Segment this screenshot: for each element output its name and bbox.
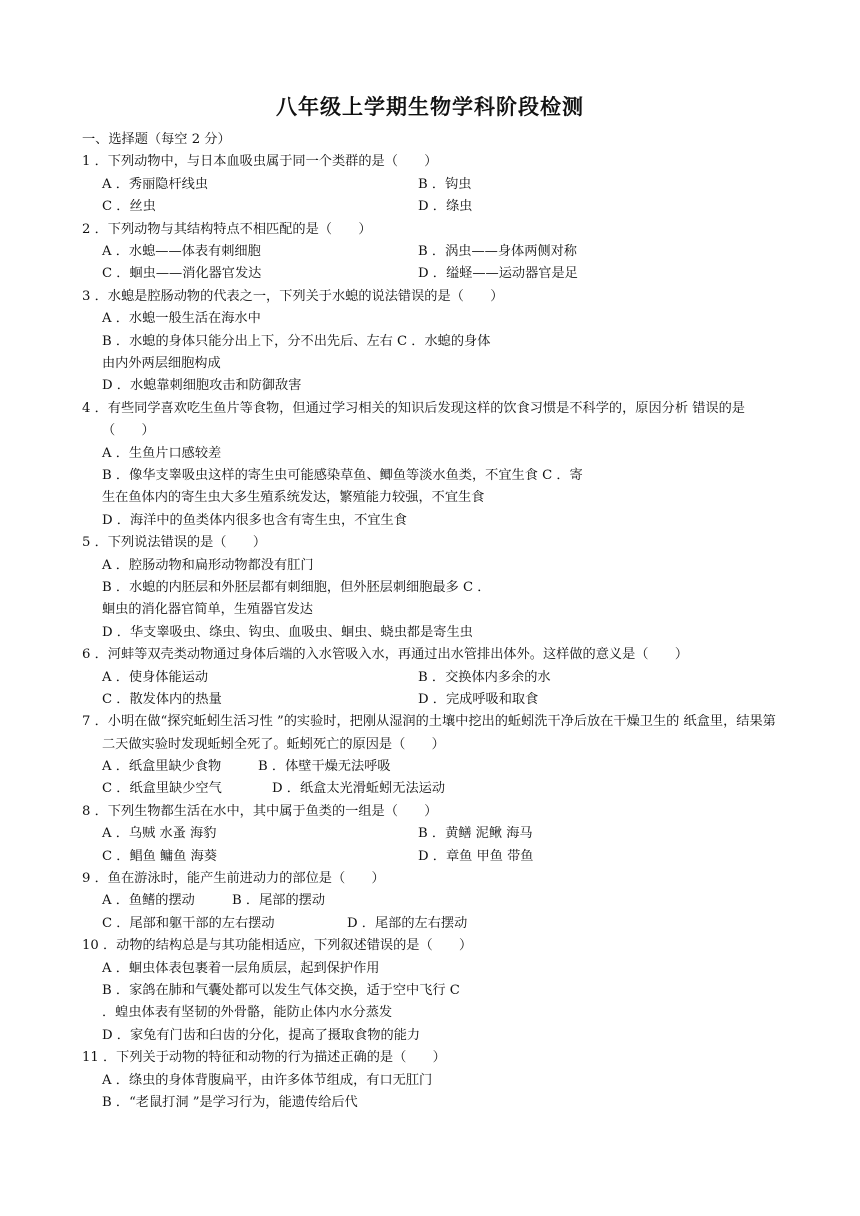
option-b: B ．黄鳝 泥鳅 海马 bbox=[418, 826, 533, 842]
option-bc: B ．像华支睾吸虫这样的寄生虫可能感染草鱼、鲫鱼等淡水鱼类，不宜生食 C ．寄生在鱼体内的寄生虫大多生殖系统发达，繁殖能力较强，不宜生食 bbox=[102, 467, 583, 506]
question-9-options-cd bbox=[82, 913, 782, 935]
question-7-options-cd bbox=[82, 778, 782, 800]
option-b: B ．“老鼠打洞 ”是学习行为，能遗传给后代 bbox=[102, 1094, 358, 1110]
question-11-stem: 11 ．下列关于动物的特征和动物的行为描述正确的是（ ） bbox=[82, 1050, 446, 1066]
option-bc: B ．家鸽在肺和气囊处都可以发生气体交换，适于空中飞行 C ．蝗虫体表有坚韧的外骨骼，能防止体内水分蒸发 bbox=[102, 983, 460, 1021]
option-b: B ．交换体内多余的水 bbox=[418, 669, 551, 685]
option-d: D ．海洋中的鱼类体内很多也含有寄生虫，不宜生食 bbox=[102, 512, 407, 528]
question-9-stem: 9 ．鱼在游泳时，能产生前进动力的部位是（ ） bbox=[82, 871, 385, 887]
option-d: D ．章鱼 甲鱼 带鱼 bbox=[418, 848, 534, 864]
question-3-stem: 3 ．水螅是腔肠动物的代表之一，下列关于水螅的说法错误的是（ ） bbox=[82, 288, 504, 304]
option-b: B ．涡虫——身体两侧对称 bbox=[418, 243, 577, 259]
option-a: A ．使身体能运动 bbox=[102, 669, 209, 685]
question-9-options-ab bbox=[82, 890, 782, 912]
question-4-options-bc-wrapper bbox=[82, 465, 782, 510]
option-a: A ．腔肠动物和扁形动物都没有肛门 bbox=[102, 557, 314, 573]
question-4-stem: 4 ．有些同学喜欢吃生鱼片等食物，但通过学习相关的知识后发现这样的饮食习惯是不科学的，原因分析 错误的是（ ） bbox=[82, 400, 745, 439]
section-heading: 一、选择题（每空 2 分） bbox=[82, 132, 231, 147]
option-a: A ．乌贼 水蚤 海豹 bbox=[102, 826, 217, 842]
option-a: A ．秀丽隐杆线虫 bbox=[102, 176, 209, 192]
question-10-options-bc-wrapper bbox=[82, 980, 782, 1025]
option-d: D ．纸盒太光滑蚯蚓无法运动 bbox=[272, 781, 446, 797]
option-b: B ．尾部的摆动 bbox=[232, 893, 326, 909]
question-5-stem: 5 ．下列说法错误的是（ ） bbox=[82, 535, 267, 551]
option-bc: B ．水螅的身体只能分出上下，分不出先后、左右 C ．水螅的身体由内外两层细胞构成 bbox=[102, 333, 491, 371]
option-d: D ．华支睾吸虫、绦虫、钩虫、血吸虫、蛔虫、蛲虫都是寄生虫 bbox=[102, 624, 473, 640]
question-10-stem: 10 ．动物的结构总是与其功能相适应，下列叙述错误的是（ ） bbox=[82, 938, 473, 954]
question-6-options-ab bbox=[82, 667, 782, 689]
question-2-options-cd bbox=[82, 263, 782, 285]
option-c: C ．丝虫 bbox=[102, 199, 156, 215]
question-1-stem: 1 ．下列动物中，与日本血吸虫属于同一个类群的是（ ） bbox=[82, 154, 438, 170]
option-b: B ．钩虫 bbox=[418, 176, 472, 192]
question-7-stem: 7 ．小明在做“探究蚯蚓生活习性 ”的实验时，把刚从湿润的土壤中挖出的蚯蚓洗干净后放在干燥卫生的 纸盒里，结果第二天做实验时发现蚯蚓全死了。蚯蚓死亡的原因是（ ） bbox=[82, 714, 776, 752]
option-c: C ．纸盒里缺少空气 bbox=[102, 781, 222, 797]
question-8-stem: 8 ．下列生物都生活在水中，其中属于鱼类的一组是（ ） bbox=[82, 803, 438, 819]
option-a: A ．生鱼片口感较差 bbox=[102, 445, 222, 461]
option-d: D ．绦虫 bbox=[418, 199, 473, 215]
option-bc: B ．水螅的内胚层和外胚层都有刺细胞，但外胚层刺细胞最多 C ．蛔虫的消化器官简单，生殖器官发达 bbox=[102, 579, 491, 618]
question-list bbox=[82, 129, 782, 1114]
question-2-options-ab bbox=[82, 241, 782, 263]
option-c: C ．尾部和躯干部的左右摆动 bbox=[102, 915, 275, 931]
option-d: D ．尾部的左右摆动 bbox=[347, 915, 468, 931]
question-7-options-ab bbox=[82, 756, 782, 778]
question-6-options-cd bbox=[82, 689, 782, 711]
option-c: C ．蛔虫——消化器官发达 bbox=[102, 266, 262, 282]
option-a: A ．水螅——体表有刺细胞 bbox=[102, 243, 261, 259]
option-a: A ．水螅一般生活在海水中 bbox=[102, 311, 261, 327]
option-c: C ．散发体内的热量 bbox=[102, 691, 222, 707]
question-5-options-bc-wrapper bbox=[82, 577, 782, 622]
option-a: A ．绦虫的身体背腹扁平，由许多体节组成，有口无肛门 bbox=[102, 1072, 433, 1088]
question-1-options-cd bbox=[82, 196, 782, 218]
question-3-options-bc-wrapper bbox=[82, 331, 782, 376]
question-8-options-cd bbox=[82, 846, 782, 868]
question-8-options-ab bbox=[82, 823, 782, 845]
question-1-options-ab bbox=[82, 174, 782, 196]
option-d: D ．缢蛏——运动器官是足 bbox=[418, 266, 578, 282]
option-d: D ．家兔有门齿和臼齿的分化，提高了摄取食物的能力 bbox=[102, 1027, 421, 1043]
option-a: A ．蛔虫体表包裹着一层角质层，起到保护作用 bbox=[102, 960, 380, 976]
option-a: A ．鱼鳍的摆动 bbox=[102, 893, 195, 909]
option-b: B ．体壁干燥无法呼吸 bbox=[258, 759, 391, 775]
question-2-stem: 2 ．下列动物与其结构特点不相匹配的是（ ） bbox=[82, 221, 372, 237]
option-a: A ．纸盒里缺少食物 bbox=[102, 759, 222, 775]
page-title: 八年级上学期生物学科阶段检测 bbox=[276, 95, 584, 119]
option-d: D ．完成呼吸和取食 bbox=[418, 691, 539, 707]
option-d: D ．水螅靠刺细胞攻击和防御敌害 bbox=[102, 378, 302, 394]
option-c: C ．鲳鱼 鳙鱼 海葵 bbox=[102, 848, 217, 864]
question-6-stem: 6 ．河蚌等双壳类动物通过身体后端的入水管吸入水，再通过出水管排出体外。这样做的意义是（ ） bbox=[82, 647, 689, 663]
